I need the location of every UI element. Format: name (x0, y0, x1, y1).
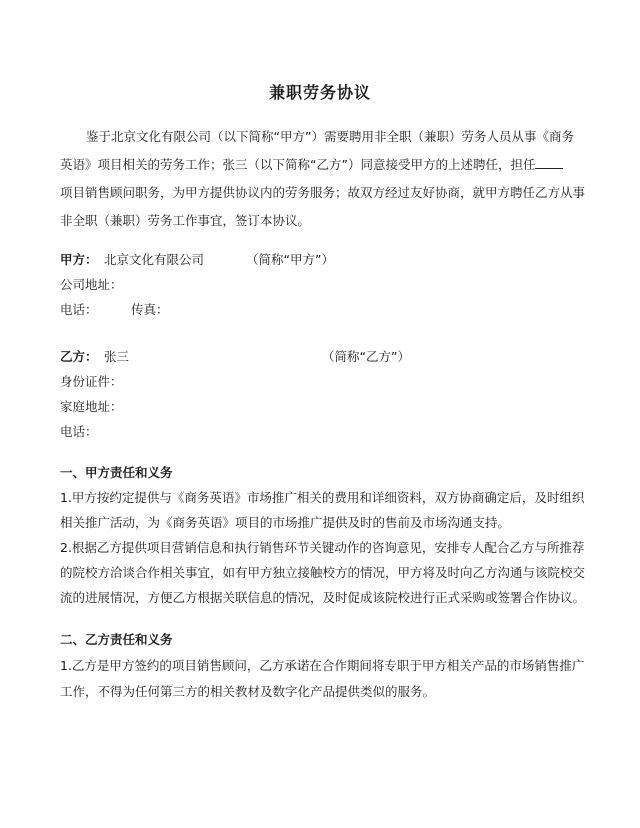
section-2-p1-line-2: 工作，不得为任何第三方的相关教材及数字化产品提供类似的服务。 (60, 684, 436, 699)
document-title: 兼职劳务协议 (268, 83, 371, 102)
section-1-heading: 一、甲方责任和义务 (60, 465, 173, 480)
party-b-name: 张三 (104, 349, 130, 364)
section-1-p2-line-2: 的院校方洽谈合作相关事宜，如有甲方独立接触校方的情况，甲方将及时向乙方沟通与该院校交 (60, 565, 586, 580)
party-a-phone-label: 电话： (60, 302, 98, 317)
party-b-phone-label: 电话： (60, 424, 98, 439)
blank-underline (535, 156, 563, 169)
party-b-alias: （简称“乙方”） (322, 349, 410, 364)
party-b-id-label: 身份证件： (60, 374, 123, 389)
party-a-fax-label: 传真： (131, 302, 169, 317)
party-a-label: 甲方： (60, 252, 98, 267)
party-a-name: 北京文化有限公司 (104, 252, 205, 267)
intro-line-2-text: 英语》项目相关的劳务工作；张三（以下简称“乙方”）同意接受甲方的上述聘任，担任 (60, 157, 536, 172)
party-b-label: 乙方： (60, 349, 98, 364)
party-a-address-label: 公司地址： (60, 277, 123, 292)
section-1-p2-line-3: 流的进展情况，方便乙方根据关联信息的情况，及时促成该院校进行正式采购或签署合作协议。 (60, 590, 586, 605)
section-2-p1-line-1: 1.乙方是甲方签约的项目销售顾问，乙方承诺在合作期间将专职于甲方相关产品的市场销售推广 (60, 658, 585, 673)
section-1-p1-line-2: 相关推广活动，为《商务英语》项目的市场推广提供及时的售前及市场沟通支持。 (60, 515, 511, 530)
intro-line-2 (60, 156, 563, 174)
party-b-home-label: 家庭地址： (60, 399, 123, 414)
intro-line-1: 鉴于北京文化有限公司（以下简称“甲方”）需要聘用非全职（兼职）劳务人员从事《商务 (86, 129, 574, 144)
section-1-p2-line-1: 2.根据乙方提供项目营销信息和执行销售环节关键动作的咨询意见，安排专人配合乙方与所推荐 (60, 540, 585, 555)
intro-line-3: 项目销售顾问职务，为甲方提供协议内的劳务服务；故双方经过友好协商，就甲方聘任乙方从事 (60, 185, 586, 200)
party-a-alias: （简称“甲方”） (246, 252, 334, 267)
intro-line-4: 非全职（兼职）劳务工作事宜，签订本协议。 (60, 213, 311, 228)
section-2-heading: 二、乙方责任和义务 (60, 632, 173, 647)
section-1-p1-line-1: 1.甲方按约定提供与《商务英语》市场推广相关的费用和详细资料，双方协商确定后，及时组织 (60, 490, 585, 505)
